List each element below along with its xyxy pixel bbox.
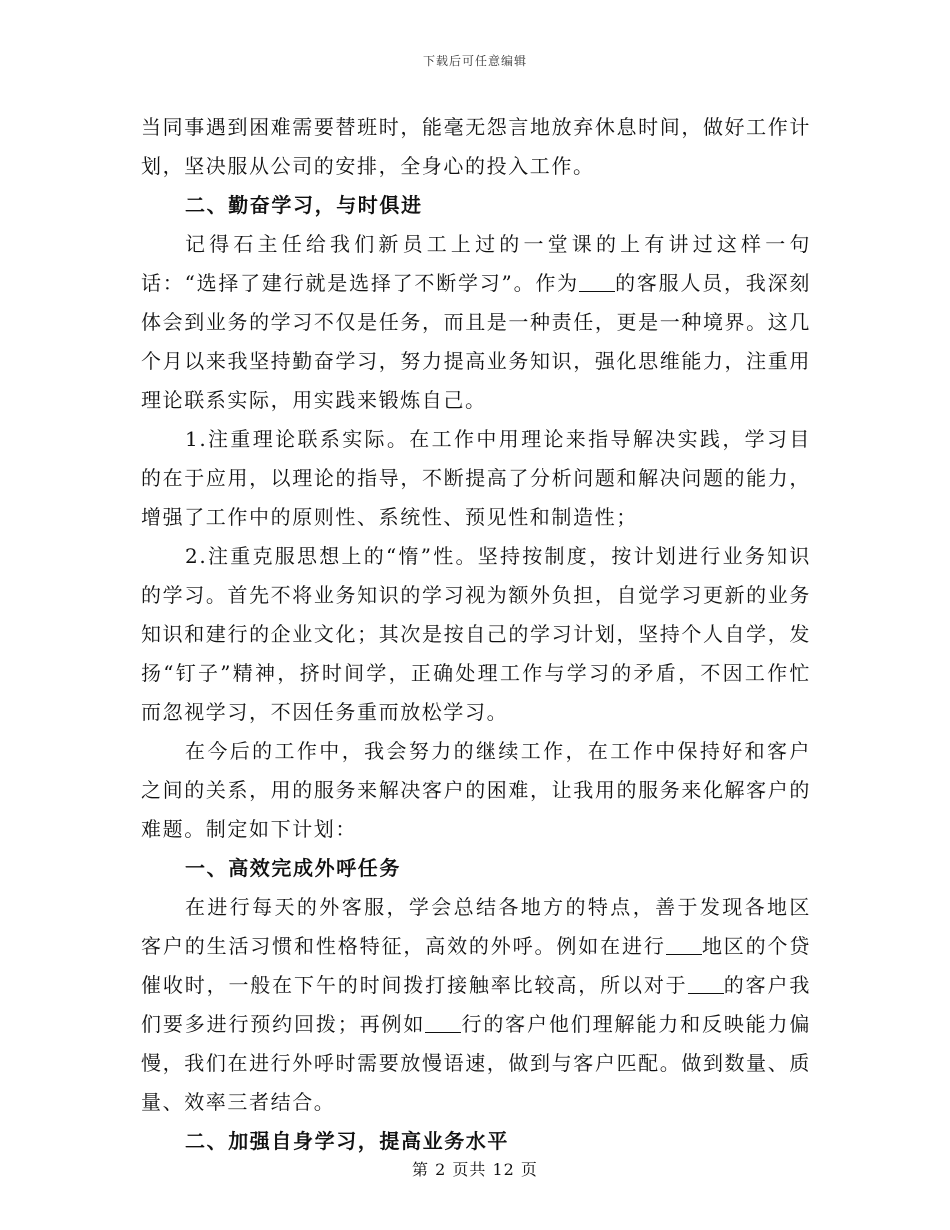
paragraph-6-part-c: 的客户我们要多进行预约回拨；再例如 [141, 973, 811, 1036]
paragraph-6-part-d: 行的客户他们理解能力和反映能力偏慢，我们在进行外呼时需要放慢语速，做到与客户匹配。做到数量、质量、效率三者结合。 [141, 1012, 811, 1114]
paragraph-1: 当同事遇到困难需要替班时，能毫无怨言地放弃休息时间，做好工作计划，坚决服从公司的安排，全身心的投入工作。 [141, 115, 811, 178]
paragraph-6-part-a: 在进行每天的外客服，学会总结各地方的特点，善于发现各地区客户的生活习惯和性格特征，高效的外呼。例如在进行 [141, 895, 811, 958]
paragraph-3: 1.注重理论联系实际。在工作中用理论来指导解决实践，学习目的在于应用，以理论的指导，不断提高了分析问题和解决问题的能力，增强了工作中的原则性、系统性、预见性和制造性； [141, 427, 811, 529]
blank-underline [666, 936, 702, 955]
section-heading-self-learning: 二、加强自身学习，提高业务水平 [185, 1129, 509, 1153]
paragraph-6-part-b: 地区的个贷催收时，一般在下午的时间拨打接触率比较高，所以对于 [141, 934, 811, 997]
blank-underline [425, 1014, 461, 1033]
page-footer: 第 2 页共 12 页 [412, 1160, 538, 1179]
paragraph-4: 2.注重克服思想上的“惰”性。坚持按制度，按计划进行业务知识的学习。首先不将业务知识的学习视为额外负担，自觉学习更新的业务知识和建行的企业文化；其次是按自己的学习计划，坚持个人自学，发扬“钉子”精神，挤时间学，正确处理工作与学习的矛盾，不因工作忙而忽视学习，不因任务重而放松学习。 [141, 544, 811, 724]
paragraph-2-part-a: 记得石主任给我们新员工上过的一堂课的上有讲过这样一句话：“选择了建行就是选择了不断学习”。作为 [141, 232, 811, 295]
blank-underline [688, 975, 724, 994]
blank-underline [579, 273, 615, 292]
page-header: 下载后可任意编辑 [422, 54, 527, 68]
paragraph-5: 在今后的工作中，我会努力的继续工作，在工作中保持好和客户之间的关系，用的服务来解决客户的困难，让我用的服务来化解客户的难题。制定如下计划： [141, 739, 811, 841]
paragraph-2-part-b: 的客服人员，我深刻体会到业务的学习不仅是任务，而且是一种责任，更是一种境界。这几个月以来我坚持勤奋学习，努力提高业务知识，强化思维能力，注重用理论联系实际，用实践来锻炼自己。 [141, 271, 811, 412]
section-heading-study: 二、勤奋学习，与时俱进 [185, 193, 423, 217]
document-body [141, 108, 811, 1161]
paragraph-2 [141, 225, 811, 420]
section-heading-outbound: 一、高效完成外呼任务 [185, 856, 401, 880]
paragraph-6 [141, 888, 811, 1122]
